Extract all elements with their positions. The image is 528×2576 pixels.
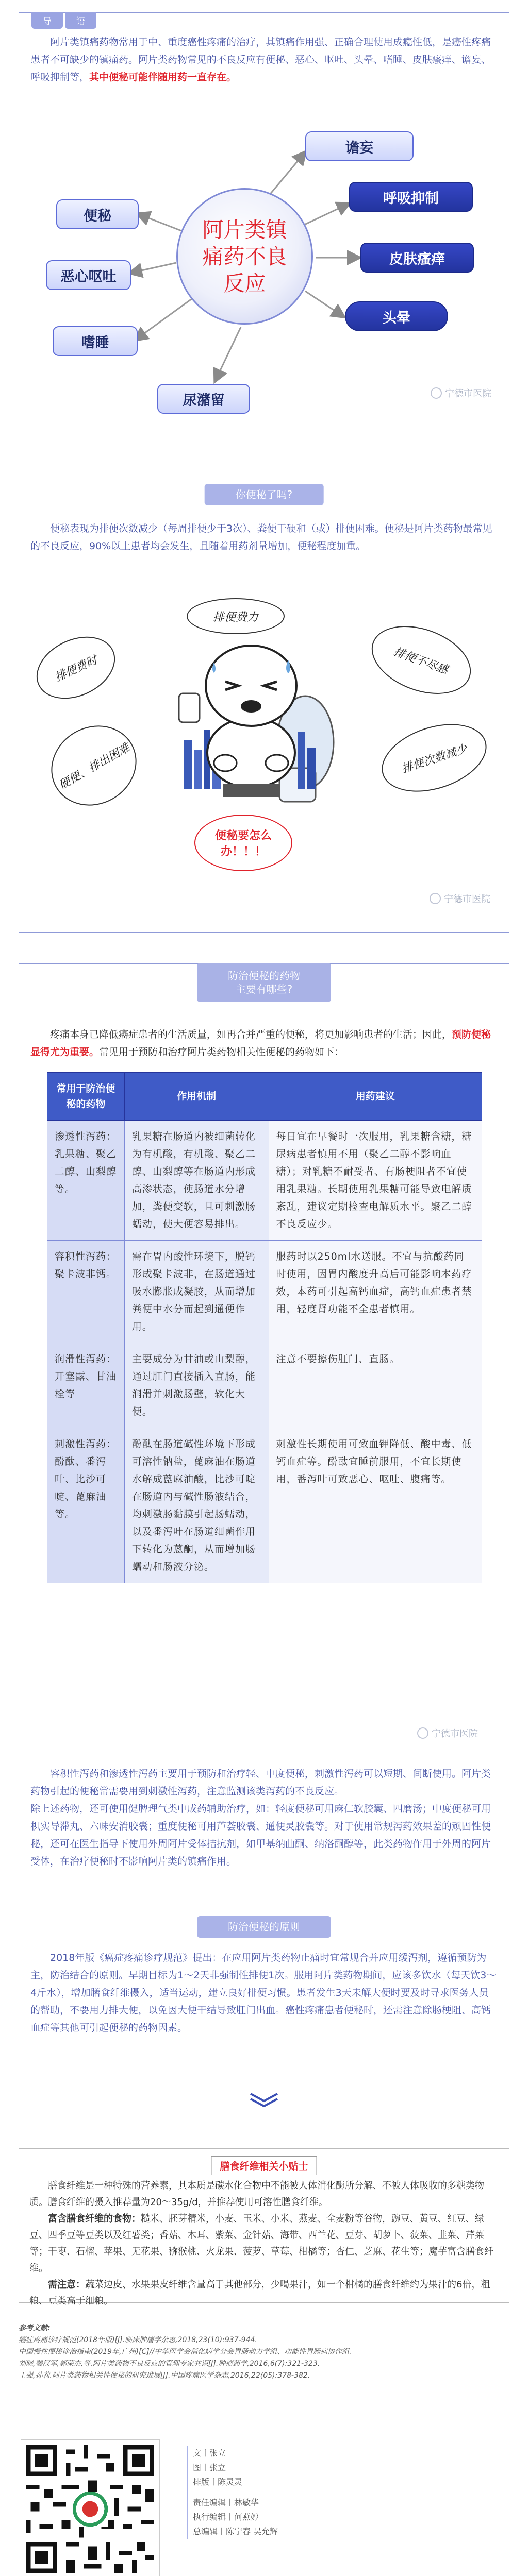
- bubble-time: 排便费时: [26, 624, 125, 710]
- table-cell: 需在胃内酸性环境下，脱钙形成聚卡波非，在肠道通过吸水膨胀成凝胶，从而增加粪便中水分而起到通便作用。: [124, 1241, 269, 1343]
- laxative-table: [47, 1072, 482, 1583]
- constipation-section: [19, 488, 509, 933]
- table-header: 用药建议: [269, 1073, 482, 1121]
- constipation-cartoon: [19, 598, 510, 887]
- fiber-tips-label: 需注意：: [48, 2279, 85, 2290]
- hospital-watermark: [417, 1726, 478, 1740]
- reference-item: 王强,孙莉.阿片类药物相关性便秘的研究进展[J].中国疼痛医学杂志,2016,22(05):378-382.: [19, 2371, 310, 2380]
- hospital-watermark: [430, 892, 490, 905]
- section-title: 你便秘了吗?: [205, 484, 324, 505]
- hospital-logo-icon: [431, 387, 442, 399]
- credits-spacer: [193, 2489, 278, 2496]
- intro-tag: [31, 12, 96, 29]
- drugs-intro-text: 疼痛本身已降低癌症患者的生活质量，如再合并严重的便秘，将更加影响患者的生活；因此，: [50, 1029, 452, 1040]
- reference-item: 癌症疼痛诊疗规范(2018年版)[J].临床肿瘤学杂志,2018,23(10):937-944.: [19, 2336, 257, 2344]
- fiber-tips-section: [19, 2148, 509, 2307]
- hospital-logo-icon: [417, 1727, 428, 1739]
- effect-urinary-retention: 尿潴留: [157, 384, 250, 414]
- intro-text: 阿片类镇痛药物常用于中、重度癌性疼痛的治疗，其镇痛作用强、正确合理使用成瘾性低，是癌性疼痛患者不可缺少的镇痛药。阿片类药物常见的不良反应有便秘、恶心、呕吐、头晕、嗜睡、皮肤瘙痒、谵妄、呼吸抑制等，: [30, 37, 491, 83]
- hospital-watermark: [431, 386, 491, 400]
- section-title-line1: 防治便秘的药物: [228, 970, 300, 982]
- section-title: [197, 963, 331, 1002]
- fiber-tips-para3: [29, 2277, 499, 2310]
- bubble-less-frequent: 排便次数减少: [373, 711, 496, 804]
- side-effects-diagram: [19, 121, 510, 440]
- table-header: 常用于防治便秘的药物: [47, 1073, 125, 1121]
- chevron-down-icon: [249, 2092, 279, 2107]
- hospital-name: 宁德市医院: [445, 388, 491, 399]
- qr-code-icon: [26, 2445, 154, 2573]
- cartoon-figure-icon: [174, 634, 339, 809]
- table-cell: 服药时以250ml水送服。不宜与抗酸药同时使用，因胃内酸度升高后可能影响本药疗效，本药可引起高钙血症，高钙血症患者禁用，轻度肾功能不全患者慎用。: [269, 1241, 482, 1343]
- table-cell: 容积性泻药：聚卡波非钙。: [47, 1241, 125, 1343]
- drugs-summary: 容积性泻药和渗透性泻药主要用于预防和治疗轻、中度便秘，刺激性泻药可以短期、间断使用。阿片类药物引起的便秘常需要用到刺激性泻药，注意监测该类泻药的不良反应。 除上述药物，还可使用健脾理气类中成药辅助治疗，如：轻度便秘可用麻仁软胶囊、四磨汤；中度便秘可用枳实导滞丸、六味安消胶囊；重度便秘可用芦荟胶囊、通便灵胶囊等。对于使用常规泻药效果差的顽固性便秘，还可在医生指导下使用外周阿片受体拮抗剂，如甲基纳曲酮、纳洛酮醇等，此类药物作用于外周的阿片受体，在治疗便秘时不影响阿片类的镇痛作用。: [30, 1768, 491, 1867]
- drugs-section: [19, 963, 509, 1906]
- tag-1: 导: [31, 12, 63, 29]
- effect-itching: 皮肤瘙痒: [360, 243, 474, 273]
- credit-line: 总编辑丨陈宁春 吴允辉: [193, 2527, 278, 2536]
- table-row: [47, 1428, 482, 1583]
- reference-item: 中国慢性便秘诊治指南(2019年,广州)[C]//中华医学会消化病学分会胃肠动力学组、功能性胃肠病协作组.: [19, 2348, 352, 2356]
- table-cell: 渗透性泻药：乳果糖、聚乙二醇、山梨醇等。: [47, 1121, 125, 1241]
- section-title-line2: 主要有哪些?: [235, 983, 293, 995]
- drugs-intro-highlight: 预防便秘显得尤为重要。: [30, 1029, 491, 1058]
- effect-nausea-vomiting: 恶心呕吐: [46, 260, 131, 290]
- credits: [187, 2446, 278, 2539]
- fiber-tips-label: 富含膳食纤维的食物：: [48, 2213, 141, 2224]
- intro-paragraph: [30, 33, 498, 86]
- principles-section: [19, 1917, 509, 2081]
- table-cell: 刺激性长期使用可致血钾降低、酸中毒、低钙血症等。酚酞宜睡前服用，不宜长期使用，番泻叶可致恶心、呕吐、腹痛等。: [269, 1428, 482, 1583]
- credit-line: 责任编辑丨林敏华: [193, 2498, 259, 2507]
- hub-circle: [176, 188, 313, 325]
- table-row: [47, 1343, 482, 1428]
- table-header-row: [47, 1073, 482, 1121]
- effect-delirium: 谵妄: [305, 131, 414, 161]
- credit-line: 排版丨陈灵灵: [193, 2477, 243, 2487]
- table-cell: 每日宜在早餐时一次服用，乳果糖含糖，糖尿病患者慎用不用（聚乙二醇不影响血糖）；对乳糖不耐受者、有肠梗阻者不宜使用乳果糖。长期使用乳果糖可能导致电解质紊乱，建议定期检查电解质水平。聚乙二醇不良反应少。: [269, 1121, 482, 1241]
- hub-text: 阿片类镇痛药不良反应: [202, 217, 287, 296]
- references: [19, 2323, 509, 2382]
- effect-respiratory-depression: 呼吸抑制: [349, 182, 473, 212]
- fiber-tips-body: [29, 2178, 499, 2310]
- tag-2: 语: [65, 12, 96, 29]
- table-row: [47, 1241, 482, 1343]
- drugs-intro-tail: 常见用于预防和治疗阿片类药物相关性便秘的药物如下：: [99, 1046, 344, 1058]
- credit-line: 执行编辑丨何燕婷: [193, 2512, 259, 2522]
- table-row: [47, 1121, 482, 1241]
- section-title: 防治便秘的原则: [197, 1916, 331, 1938]
- principles-paragraph: 2018年版《癌症疼痛诊疗规范》提出：在应用阿片类药物止痛时宜常规合并应用缓泻剂，遵循预防为主，防治结合的原则。早期目标为1～2天非强制性排便1次。服用阿片类药物期间，应该多饮水（每天饮3～4斤水），增加膳食纤维摄入，适当运动，建立良好排便习惯。患者发生3天未解大便时要及时寻求医务人员的帮助，不要用力排大便，以免因大便干结导致肛门出血。癌性疼痛患者便秘时，还需注意除肠梗阻、高钙血症等其他可引起便秘的药物因素。: [30, 1952, 497, 2033]
- hospital-logo-icon: [430, 893, 441, 904]
- bubble-hard: 排便费力: [187, 598, 285, 634]
- intro-highlight: 其中便秘可能伴随用药一直存在。: [89, 72, 237, 83]
- bubble-incomplete: 排便不尽感: [362, 613, 481, 706]
- effect-constipation: 便秘: [56, 199, 139, 229]
- tips-title: 膳食纤维相关小贴士: [211, 2156, 317, 2175]
- fiber-tips-para2: [29, 2211, 499, 2277]
- table-cell: 刺激性泻药：酚酞、番泻叶、比沙可啶、蓖麻油等。: [47, 1428, 125, 1583]
- hospital-name: 宁德市医院: [444, 894, 490, 905]
- drugs-intro: [30, 1026, 498, 1061]
- table-cell: 酚酞在肠道碱性环境下形成可溶性钠盐，蓖麻油在肠道水解成蓖麻油酸，比沙可啶在肠道内与碱性肠液结合，均刺激肠黏膜引起肠蠕动，以及番泻叶在肠道细菌作用下转化为蒽酮，从而增加肠蠕动和肠液分泌。: [124, 1428, 269, 1583]
- bubble-dry-stool: 硬便、排出困难: [37, 710, 151, 821]
- fiber-tips-para1: 膳食纤维是一种特殊的营养素，其本质是碳水化合物中不能被人体消化酶所分解、不被人体吸收的多糖类物质。膳食纤维的摄入推荐量为20～35g/d，并推荐使用可溶性膳食纤维。: [29, 2180, 484, 2208]
- effect-dizziness: 头晕: [345, 301, 448, 331]
- table-cell: 主要成分为甘油或山梨醇，通过肛门直接插入直肠，能润滑并刺激肠壁，软化大便。: [124, 1343, 269, 1428]
- bubble-what-to-do: 便秘要怎么办！！！: [194, 815, 292, 871]
- credit-line: 图丨张立: [193, 2463, 226, 2472]
- constipation-paragraph: 便秘表现为排便次数减少（每周排便少于3次）、粪便干硬和（或）排便困难。便秘是阿片类药物最常见的不良反应，90%以上患者均会发生，且随着用药剂量增加，便秘程度加重。: [30, 523, 492, 552]
- hospital-name: 宁德市医院: [432, 1728, 478, 1739]
- table-cell: 润滑性泻药：开塞露、甘油栓等: [47, 1343, 125, 1428]
- table-cell: 乳果糖在肠道内被细菌转化为有机酸，有机酸、聚乙二醇、山梨醇等在肠道内形成高渗状态，使肠道水分增加，粪便变软，且可刺激肠蠕动，使大便容易排出。: [124, 1121, 269, 1241]
- effect-drowsiness: 嗜睡: [53, 326, 138, 356]
- table-cell: 注意不要擦伤肛门、直肠。: [269, 1343, 482, 1428]
- credit-line: 文丨张立: [193, 2448, 226, 2458]
- fiber-tips-note: 蔬菜边皮、水果果皮纤维含量高于其他部分，少喝果汁，如一个柑橘的膳食纤维约为果汁的6倍，粗粮、豆类高于细粮。: [29, 2279, 490, 2307]
- references-heading: 参考文献:: [19, 2324, 51, 2332]
- intro-section: [19, 12, 509, 450]
- reference-item: 刘晓,裴汉军,郭荣杰,等.阿片类药物不良反应的管理专家共识[J].肿瘤药学,2016,6(7):321-323.: [19, 2360, 320, 2368]
- fiber-tips-foods: 糙米、胚芽精米，小麦、玉米、小米、燕麦、全麦粉等谷物，豌豆、黄豆、红豆、绿豆、四季豆等豆类以及红薯类；香菇、木耳、紫菜、金针菇、海带、西兰花、豆芽、胡萝卜、菠菜、韭菜、芹菜等；干枣、石榴、苹果、无花果、猕猴桃、火龙果、菠萝、草莓、柑橘等；杏仁、芝麻、花生等；魔芋富含膳食纤维。: [29, 2213, 493, 2274]
- qr-code[interactable]: [21, 2439, 160, 2576]
- table-header: 作用机制: [124, 1073, 269, 1121]
